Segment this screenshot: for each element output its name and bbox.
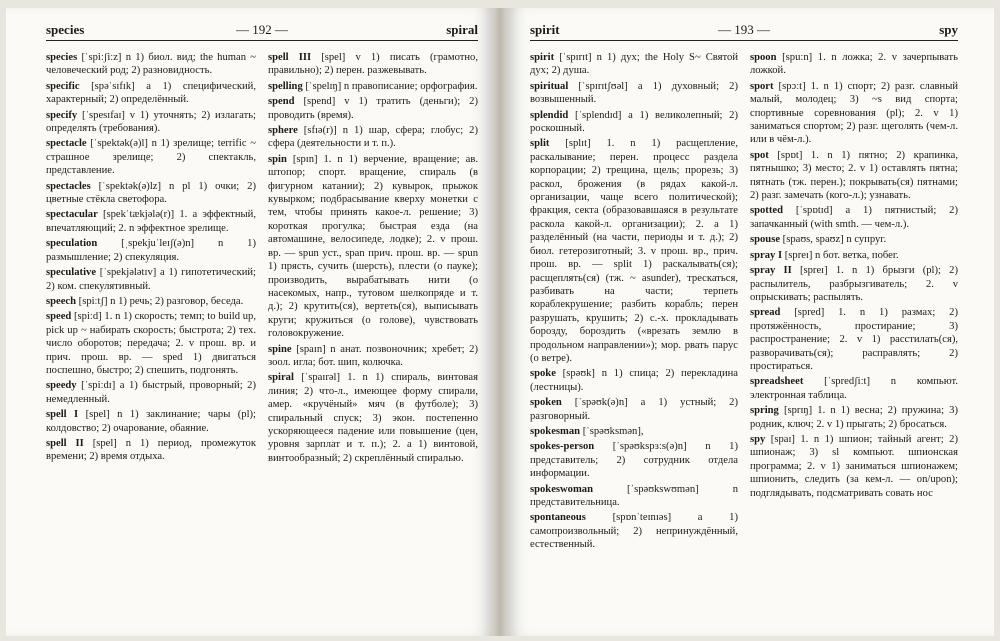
- dictionary-entry: [268, 51, 478, 78]
- guide-word-last: spy: [939, 22, 958, 37]
- headword: split: [530, 138, 550, 150]
- entry-definition: [ˈspəʊkspɜːs(ə)n] n 1) представитель; 2) сотрудник отдела информации.: [530, 441, 738, 480]
- entry-definition: [spel] n 1) заклинание; чары (pl); колдовство; 2) очарование, обаяние.: [46, 409, 256, 434]
- entry-definition: [spred] 1. n 1) размах; 2) протяжённость, простирание; 3) распространение; 2. v 1) расстилать(ся), разворачивать(ся); расправлять; 2) простираться.: [750, 307, 958, 372]
- entry-definition: [ˈspesɪfaɪ] v 1) уточнять; 2) излагать; определять (требования).: [46, 109, 256, 135]
- entry-definition: [ˈspekjələtɪv] a 1) гипотетический; 2) ком. спекулятивный.: [46, 267, 256, 292]
- entry-definition: [spel] v 1) писать (грамотно, правильно); 2) перен. разжевывать.: [268, 52, 478, 77]
- headword: spread: [750, 307, 781, 319]
- entry-definition: [ˌspekjuˈleɪʃ(ə)n] n 1) размышление; 2) спекуляция.: [46, 238, 256, 263]
- column: [46, 51, 256, 467]
- headword: spoon: [750, 52, 777, 63]
- headword: spokes-person: [530, 441, 595, 453]
- headword: speedy: [46, 380, 77, 392]
- running-header: [46, 22, 478, 41]
- headword: spokeswoman: [530, 483, 593, 495]
- guide-word-last: spiral: [446, 22, 478, 37]
- dictionary-entry: [750, 204, 958, 231]
- dictionary-entry: [750, 149, 958, 203]
- entry-definition: [ˈspəʊksmən],: [580, 425, 644, 437]
- headword: spouse: [750, 234, 781, 246]
- dictionary-entry: [46, 137, 256, 177]
- entry-definition: [spɪn] 1. n 1) верчение, вращение; ав. штопор; спорт. вращение, спираль (в фигурном катании); 2) кувырок, прыжок кувырком; подбрасывание кверху монетки с тем, чтобы принять какое-л. решение; 3) короткая прогулка; быстрая езда (на автомашине, велосипеде, лодке); 2. v прош. вр. — spun уст., span прич. прош. вр. — spun 1) прясть, сучить (шерсть), плести (о пауке); производить, вырабатывать нити (о насекомых, напр., тутовом шелкопряде и т. д.); 2) крутить(ся), вертеть(ся), выписывать круги; кружиться (о голове), чувствовать головокружение.: [268, 153, 478, 340]
- entry-definition: [spɒt] 1. n 1) пятно; 2) крапинка, пятнышко; 3) место; 2. v 1) оставлять пятна; пятнать (тж. перен.); покрывать(ся) пятнами; 2) разг. замечать (кого-л.); узнавать.: [750, 149, 958, 202]
- dictionary-entry: [750, 404, 958, 431]
- entry-definition: [spəˈsɪfɪk] a 1) специфический, характерный; 2) определённый.: [46, 80, 256, 106]
- dictionary-entry: [268, 343, 478, 370]
- dictionary-entry: [530, 511, 738, 551]
- entry-definition: [spend] v 1) тратить (деньги); 2) проводить (время).: [268, 96, 478, 121]
- dictionary-entry: [530, 80, 738, 107]
- entry-definition: [ˈspektək(ə)l] n 1) зрелище; terrific ~ страшное зрелище; 2) спектакль, представление.: [46, 138, 256, 177]
- column: [530, 51, 738, 554]
- page-number: — 193 —: [718, 22, 770, 37]
- headword: spoke: [530, 368, 556, 380]
- dictionary-entry: [268, 371, 478, 465]
- headword: species: [46, 52, 78, 63]
- entry-definition: [ˈspɒtɪd] a 1) пятнистый; 2) запачканный (with smth. — чем-л.).: [750, 205, 958, 230]
- headword: spray II: [750, 265, 792, 277]
- entry-definition: [ˈspredʃiːt] n компьют. электронная таблица.: [750, 376, 958, 401]
- book-gutter: [492, 8, 508, 636]
- dictionary-entry: [46, 310, 256, 377]
- headword: specific: [46, 80, 80, 92]
- column: [268, 51, 478, 467]
- entry-definition: [ˈspəʊk(ə)n] a 1) устный; 2) разговорный.: [530, 397, 738, 422]
- entry-definition: [ˈspiːʃiːz] n 1) биол. вид; the human ~ человеческий род; 2) разновидность.: [46, 52, 256, 77]
- entry-definition: [spel] n 1) период, промежуток времени; 2) время отдыха.: [46, 437, 257, 463]
- dictionary-entry: [750, 264, 958, 304]
- entry-definition: [spaɪn] n анат. позвоночник; хребет; 2) зоол. игла; бот. шип, колючка.: [268, 343, 478, 368]
- headword: speculative: [46, 267, 97, 279]
- page-number: — 192 —: [236, 22, 288, 37]
- dictionary-entry: [530, 425, 738, 438]
- headword: spectacular: [46, 209, 98, 221]
- entry-definition: [spəʊk] n 1) спица; 2) перекладина (лестницы).: [530, 368, 738, 393]
- dictionary-entry: [750, 80, 958, 147]
- dictionary-entry: [530, 440, 738, 480]
- dictionary-entry: [268, 153, 478, 341]
- headword: spoken: [530, 397, 562, 409]
- entry-definition: [spɔːt] 1. n 1) спорт; 2) разг. славный малый, молодец; 3) ~s вид спорта; спортивные соревнования (pl); 2. v 1) заниматься спортом; 2) разг. щеголять (чем-л. или в чём-л.).: [750, 80, 958, 146]
- entry-definition: [spiːd] 1. n 1) скорость; темп; to build up, pick up ~ набирать скорость; быстрота; 2) тех. число оборотов; передача; 2. v прош. вр. и прич. прош. вр. — sped 1) двигаться поспешно, быстро; 2) спешить, подгонять.: [46, 311, 256, 376]
- right-page: [508, 8, 994, 636]
- dictionary-entry: [46, 180, 256, 207]
- headword: spell I: [46, 409, 79, 421]
- entry-definition: [sprɪŋ] 1. n 1) весна; 2) пружина; 3) родник, ключ; 2. v 1) прыгать; 2) бросаться.: [750, 405, 958, 430]
- entry-definition: [ˈspəʊkswʊmən] n представительница.: [530, 483, 738, 508]
- dictionary-entry: [530, 109, 738, 136]
- headword: sport: [750, 80, 774, 92]
- entry-definition: [ˈspɪrɪtʃʊəl] a 1) духовный; 2) возвышенный.: [530, 80, 738, 106]
- headword: spelling: [268, 80, 303, 92]
- dictionary-entry: [530, 396, 738, 423]
- guide-word-first: spirit: [530, 22, 560, 37]
- headword: spy: [750, 433, 766, 445]
- headword: specify: [46, 109, 78, 121]
- entry-definition: [ˈspaɪrəl] 1. n 1) спираль, винтовая линия; 2) что-л., имеющее форму спирали, амер. «кручёный» мяч (в футболе); 3) спиральный спуск; 3) экон. постепенно ускоряющееся падение или повышение (цен, уровня зарплат и т. п.); 2. a 1) винтовой, винтообразный; 2) скреплённый спиралью.: [268, 372, 478, 464]
- headword: spotted: [750, 205, 783, 217]
- dictionary-entry: [268, 95, 478, 122]
- entry-definition: [ˈsplendɪd] a 1) великолепный; 2) роскошный.: [530, 109, 738, 135]
- headword: spiral: [268, 372, 294, 384]
- headword: spectacles: [46, 180, 91, 192]
- dictionary-entry: [46, 437, 256, 464]
- dictionary-entry: [530, 137, 738, 365]
- dictionary-entry: [530, 367, 738, 394]
- dictionary-entry: [268, 80, 478, 93]
- headword: spokesman: [530, 425, 581, 437]
- dictionary-entry: [750, 375, 958, 402]
- dictionary-entry: [46, 80, 256, 107]
- headword: spirit: [530, 52, 555, 63]
- column: [750, 51, 958, 554]
- headword: spreadsheet: [750, 376, 804, 388]
- dictionary-entry: [46, 51, 256, 78]
- headword: spend: [268, 96, 295, 108]
- dictionary-entry: [750, 433, 958, 500]
- running-header: [530, 22, 958, 41]
- dictionary-entry: [268, 124, 478, 151]
- headword: speculation: [46, 238, 98, 250]
- entry-definition: [spuːn] 1. n ложка; 2. v зачерпывать ложкой.: [750, 52, 958, 77]
- headword: spontaneous: [530, 512, 586, 524]
- headword: spectacle: [46, 138, 87, 150]
- entry-definition: [spreɪ] 1. n 1) брызги (pl); 2) распылитель, разбрызгиватель; 2. v опрыскивать; распылять.: [750, 265, 958, 303]
- entry-definition: [spreɪ] n бот. ветка, побег.: [782, 249, 899, 261]
- entry-definition: [sfɪə(r)] n 1) шар, сфера; глобус; 2) сфера (деятельности и т. п.).: [268, 125, 478, 150]
- entry-definition: [spiːtʃ] n 1) речь; 2) разговор, беседа.: [76, 295, 244, 307]
- headword: spot: [750, 149, 769, 161]
- headword: spin: [268, 153, 287, 165]
- dictionary-entry: [530, 483, 738, 510]
- dictionary-entry: [46, 237, 256, 264]
- headword: spiritual: [530, 80, 569, 92]
- dictionary-entry: [530, 51, 738, 78]
- entry-definition: [spaɪ] 1. n 1) шпион; тайный агент; 2) шпионаж; 3) sl компьют. шпионская программа; 2. v 1) заниматься шпионажем; шпионить, следить (за кем-л. — on/upon); подглядывать, подсматривать совать нос: [750, 433, 958, 499]
- entry-definition: [splɪt] 1. n 1) расщепление, раскалывание; перен. процесс раздела корпорации; 2) трещина, щель; прорезь; 3) раскол, брожения (в рядах какой-л. организации, чаще всего политической); фракция, секта (образовавшаяся в результате раскола какой-л. организации); 2. a 1) разделённый (на части, периоды и т. д.); 2) биол. гетерозиготный; 3. v прош. вр., прич. прош. вр. — split 1) раскалывать(ся); расщеплять(ся) (тж. ~ asunder), трескаться, разбивать на части; терпеть кораблекрушение; разбить корабль; перен разрушать, крушить; 2) с.-х. прокладывать борозду, бороздить («врезать землю в продольном направлении»); мор. рвать парус (о ветре).: [530, 138, 738, 364]
- entry-definition: [ˈspektək(ə)lz] n pl 1) очки; 2) цветные стёкла светофора.: [46, 180, 256, 206]
- headword: spine: [268, 343, 292, 355]
- dictionary-entry: [46, 266, 256, 293]
- headword: splendid: [530, 109, 569, 121]
- dictionary-entry: [46, 379, 256, 406]
- dictionary-entry: [46, 408, 256, 435]
- dictionary-entry: [750, 51, 958, 78]
- dictionary-entry: [46, 109, 256, 136]
- headword: spell II: [46, 437, 84, 449]
- dictionary-entry: [750, 306, 958, 373]
- headword: speed: [46, 311, 72, 323]
- entry-definition: [spekˈtækjələ(r)] 1. a эффектный, впечатляющий; 2. n эффектное зрелище.: [46, 209, 256, 234]
- headword: sphere: [268, 125, 298, 137]
- entry-definition: [ˈspelɪŋ] n правописание; орфография.: [302, 80, 478, 92]
- headword: speech: [46, 295, 77, 307]
- left-page: [6, 8, 492, 636]
- headword: spring: [750, 405, 779, 417]
- entry-definition: [spɒnˈteɪnɪəs] a 1) самопроизвольный; 2) непринуждённый, естественный.: [530, 512, 738, 551]
- dictionary-entry: [750, 249, 958, 262]
- entry-definition: [spaʊs, spaʊz] n супруг.: [780, 234, 887, 246]
- entry-definition: [ˈspɪrɪt] n 1) дух; the Holy S~ Святой дух; 2) душа.: [530, 52, 738, 77]
- dictionary-entry: [750, 233, 958, 246]
- guide-word-first: species: [46, 22, 85, 37]
- dictionary-entry: [46, 295, 256, 308]
- headword: spray I: [750, 249, 783, 261]
- entry-definition: [ˈspiːdɪ] a 1) быстрый, проворный; 2) немедленный.: [46, 380, 256, 405]
- dictionary-entry: [46, 208, 256, 235]
- headword: spell III: [268, 52, 312, 63]
